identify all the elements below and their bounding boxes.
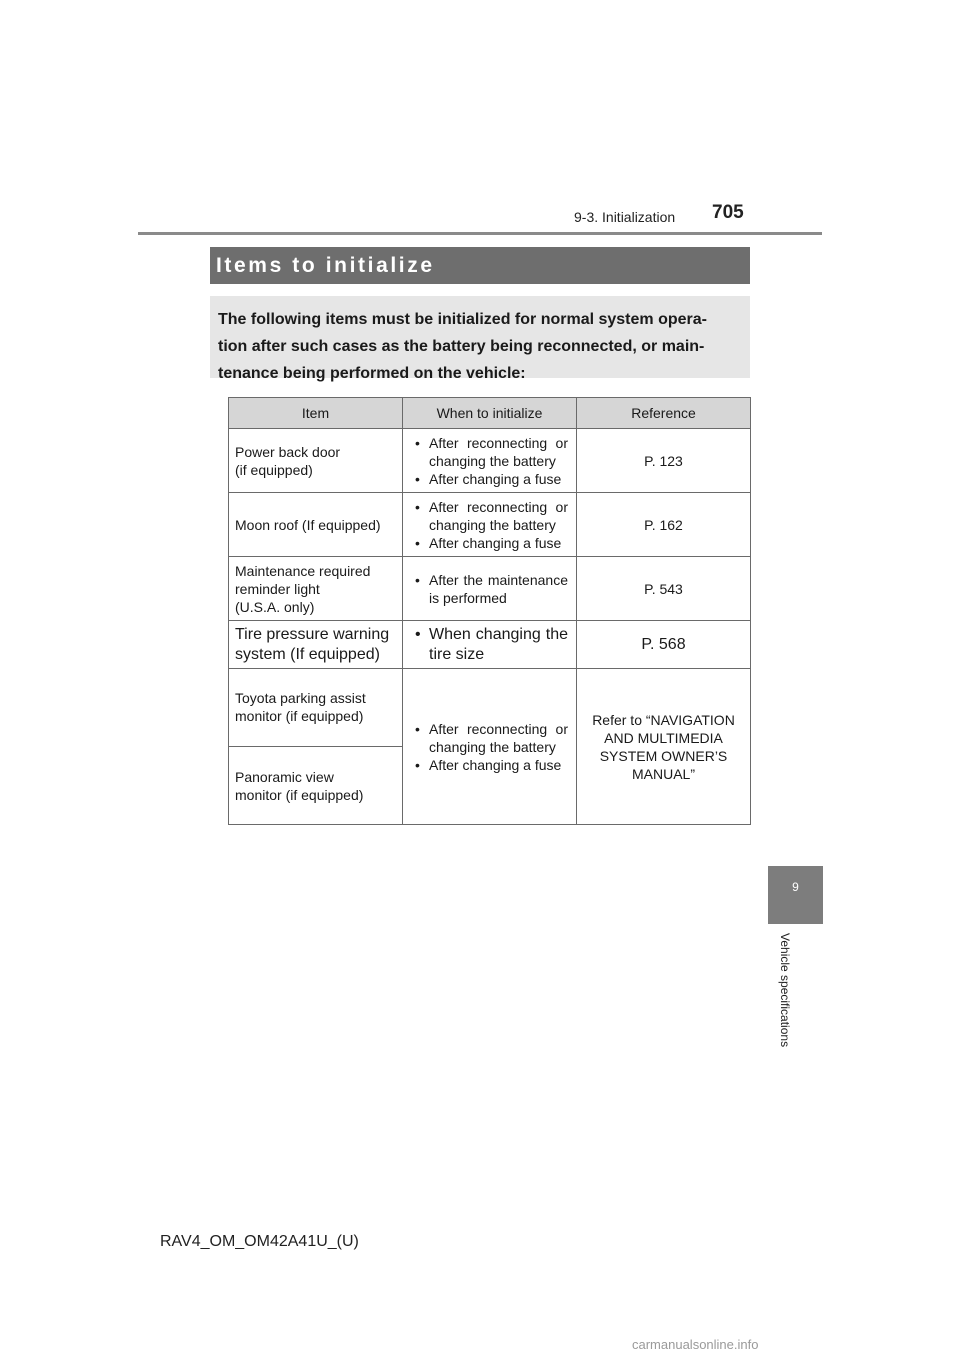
when-cell	[403, 557, 577, 621]
intro-line: tenance being performed on the vehicle:	[218, 365, 526, 382]
item-line: (U.S.A. only)	[235, 598, 315, 615]
item-line: system (If equipped)	[235, 645, 380, 663]
watermark: carmanualsonline.info	[632, 1337, 759, 1352]
initialization-table	[228, 397, 751, 825]
table-row	[229, 621, 751, 669]
item-line: reminder light	[235, 580, 320, 597]
item-cell	[229, 557, 403, 621]
intro-line: The following items must be initialized for normal system opera-	[218, 311, 707, 328]
bullet-item: • After the maintenance is performed	[411, 571, 568, 607]
when-cell	[403, 621, 577, 669]
header-divider	[138, 232, 822, 235]
bullet-item: • When changing the tire size	[411, 625, 568, 665]
when-cell	[403, 493, 577, 557]
column-header-item: Item	[229, 398, 403, 429]
when-cell	[403, 429, 577, 493]
bullet-item: • After reconnecting or changing the battery	[411, 498, 568, 534]
reference-cell: P. 543	[577, 557, 751, 621]
bullet-item: • After changing a fuse	[411, 470, 568, 488]
item-cell	[229, 621, 403, 669]
item-cell	[229, 493, 403, 557]
item-line: monitor (if equipped)	[235, 708, 364, 724]
column-header-when: When to initialize	[403, 398, 577, 429]
reference-cell: P. 162	[577, 493, 751, 557]
reference-cell: Refer to “NAVIGATION AND MULTIMEDIA SYSTEM OWNER’S MANUAL”	[577, 669, 751, 825]
intro-line: tion after such cases as the battery being reconnected, or main-	[218, 338, 705, 355]
bullet-item: • After reconnecting or changing the battery	[411, 434, 568, 470]
item-cell	[229, 747, 403, 825]
reference-cell: P. 568	[577, 621, 751, 669]
item-line: monitor (if equipped)	[235, 786, 364, 803]
chapter-label	[750, 933, 792, 1098]
bullet-item: • After changing a fuse	[411, 756, 568, 774]
chapter-label-text: Vehicle specifications	[778, 933, 792, 1048]
section-title-bar	[210, 247, 750, 284]
bullet-item: • After changing a fuse	[411, 534, 568, 552]
table-header-row	[229, 398, 751, 429]
item-cell	[229, 669, 403, 747]
table-row	[229, 557, 751, 621]
item-line: (if equipped)	[235, 461, 313, 478]
table-row	[229, 493, 751, 557]
page-number: 705	[712, 202, 744, 223]
column-header-reference: Reference	[577, 398, 751, 429]
item-line: Moon roof (If equipped)	[235, 516, 381, 533]
item-line: Power back door	[235, 443, 341, 460]
bullet-item: • After reconnecting or changing the battery	[411, 720, 568, 756]
section-breadcrumb: 9-3. Initialization	[574, 209, 676, 225]
when-cell	[403, 669, 577, 825]
section-title: Items to initialize	[216, 253, 435, 277]
item-line: Toyota parking assist	[235, 690, 366, 706]
chapter-tab: 9	[768, 866, 823, 924]
reference-cell: P. 123	[577, 429, 751, 493]
table-row	[229, 669, 751, 747]
item-line: Panoramic view	[235, 768, 334, 785]
item-line: Tire pressure warning	[235, 625, 390, 643]
document-code: RAV4_OM_OM42A41U_(U)	[160, 1233, 359, 1250]
table-row	[229, 429, 751, 493]
intro-box	[210, 296, 750, 382]
item-cell	[229, 429, 403, 493]
item-line: Maintenance required	[235, 562, 371, 579]
